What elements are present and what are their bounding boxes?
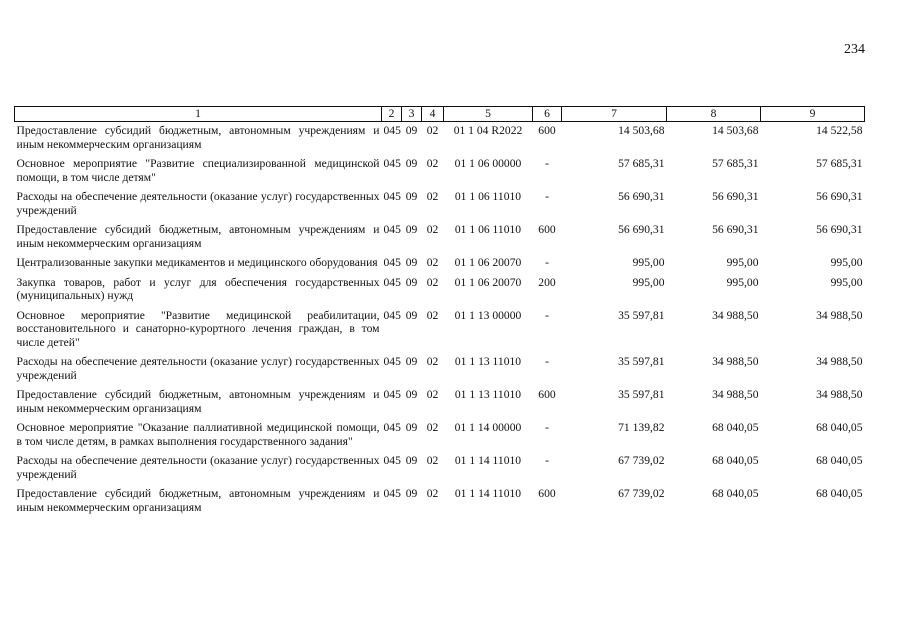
header-col-5: 5 (444, 107, 533, 122)
section-code: 09 (405, 190, 418, 203)
ministry-code: 045 (383, 388, 401, 401)
item-name: Основное мероприятие "Развитие специализированной медицинской помощи, в том числе детям" (16, 157, 380, 184)
amount-col-8: 34 988,50 (712, 308, 759, 322)
amount-col-9: 34 988,50 (816, 308, 863, 322)
target-article-code: 01 1 14 11010 (454, 454, 522, 467)
target-article-code: 01 1 06 11010 (454, 223, 522, 236)
amount-col-9: 14 522,58 (816, 124, 863, 137)
amount-col-7: 995,00 (632, 256, 665, 269)
amount-col-7: 67 739,02 (618, 454, 665, 467)
page-number: 234 (844, 42, 865, 57)
section-code: 09 (405, 275, 418, 289)
section-code: 09 (405, 124, 418, 137)
subsection-code: 02 (426, 190, 439, 203)
amount-col-7: 56 690,31 (618, 223, 665, 236)
header-col-1: 1 (15, 107, 382, 122)
table-row (15, 122, 865, 156)
subsection-code: 02 (426, 157, 439, 170)
expense-type-code: 200 (538, 275, 556, 289)
table-row (15, 221, 865, 254)
ministry-code: 045 (383, 355, 401, 368)
amount-col-9: 68 040,05 (816, 487, 863, 500)
target-article-code: 01 1 13 00000 (454, 308, 522, 322)
target-article-code: 01 1 06 20070 (454, 256, 522, 269)
section-code: 09 (405, 256, 418, 269)
section-code: 09 (405, 388, 418, 401)
table-body (15, 122, 865, 519)
amount-col-8: 56 690,31 (712, 223, 759, 236)
subsection-code: 02 (426, 355, 439, 368)
amount-col-8: 995,00 (726, 275, 759, 289)
subsection-code: 02 (426, 308, 439, 322)
amount-col-8: 68 040,05 (712, 487, 759, 500)
item-name: Расходы на обеспечение деятельности (оказание услуг) государственных учреждений (16, 355, 380, 382)
amount-col-9: 57 685,31 (816, 157, 863, 170)
header-col-8: 8 (667, 107, 761, 122)
amount-col-8: 57 685,31 (712, 157, 759, 170)
section-code: 09 (405, 308, 418, 322)
target-article-code: 01 1 14 11010 (454, 487, 522, 500)
subsection-code: 02 (426, 421, 439, 434)
section-code: 09 (405, 355, 418, 368)
expense-type-code: 600 (538, 388, 556, 401)
table-row (15, 419, 865, 452)
amount-col-7: 57 685,31 (618, 157, 665, 170)
header-row (15, 107, 865, 122)
table-row (15, 274, 865, 307)
section-code: 09 (405, 157, 418, 170)
table-row (15, 307, 865, 354)
amount-col-9: 995,00 (830, 275, 863, 289)
table-row (15, 353, 865, 386)
table-row (15, 155, 865, 188)
ministry-code: 045 (383, 157, 401, 170)
expense-type-code: - (545, 355, 549, 368)
amount-col-7: 71 139,82 (618, 421, 665, 434)
table-row (15, 254, 865, 274)
amount-col-7: 35 597,81 (618, 388, 665, 401)
item-name: Предоставление субсидий бюджетным, автономным учреждениям и иным некоммерческим организациям (16, 223, 380, 250)
amount-col-8: 34 988,50 (712, 388, 759, 401)
amount-col-7: 995,00 (632, 275, 665, 289)
ministry-code: 045 (383, 223, 401, 236)
ministry-code: 045 (383, 308, 401, 322)
table-row (15, 386, 865, 419)
amount-col-9: 56 690,31 (816, 223, 863, 236)
amount-col-7: 14 503,68 (618, 124, 665, 137)
expense-type-code: - (545, 190, 549, 203)
target-article-code: 01 1 06 20070 (454, 275, 522, 289)
item-name: Предоставление субсидий бюджетным, автономным учреждениям и иным некоммерческим организациям (16, 487, 380, 514)
ministry-code: 045 (383, 190, 401, 203)
section-code: 09 (405, 421, 418, 434)
expense-type-code: - (545, 454, 549, 467)
item-name: Предоставление субсидий бюджетным, автономным учреждениям и иным некоммерческим организациям (16, 124, 380, 151)
item-name: Расходы на обеспечение деятельности (оказание услуг) государственных учреждений (16, 454, 380, 481)
amount-col-8: 68 040,05 (712, 454, 759, 467)
table-row (15, 452, 865, 485)
amount-col-9: 56 690,31 (816, 190, 863, 203)
item-name: Предоставление субсидий бюджетным, автономным учреждениям и иным некоммерческим организациям (16, 388, 380, 415)
target-article-code: 01 1 13 11010 (454, 355, 522, 368)
target-article-code: 01 1 06 11010 (454, 190, 522, 203)
expense-type-code: 600 (538, 223, 556, 236)
table-row (15, 188, 865, 221)
amount-col-7: 67 739,02 (618, 487, 665, 500)
amount-col-8: 34 988,50 (712, 355, 759, 368)
subsection-code: 02 (426, 388, 439, 401)
subsection-code: 02 (426, 275, 439, 289)
ministry-code: 045 (383, 421, 401, 434)
ministry-code: 045 (383, 275, 401, 289)
header-col-6: 6 (533, 107, 562, 122)
budget-table (14, 106, 865, 518)
target-article-code: 01 1 06 00000 (454, 157, 522, 170)
expense-type-code: - (545, 256, 549, 269)
header-col-2: 2 (382, 107, 402, 122)
expense-type-code: - (545, 421, 549, 434)
amount-col-7: 35 597,81 (618, 308, 665, 322)
amount-col-9: 68 040,05 (816, 421, 863, 434)
header-col-4: 4 (422, 107, 444, 122)
subsection-code: 02 (426, 124, 439, 137)
amount-col-7: 56 690,31 (618, 190, 665, 203)
section-code: 09 (405, 454, 418, 467)
section-code: 09 (405, 223, 418, 236)
target-article-code: 01 1 14 00000 (454, 421, 522, 434)
amount-col-9: 34 988,50 (816, 355, 863, 368)
expense-type-code: 600 (538, 487, 556, 500)
item-name: Основное мероприятие "Развитие медицинской реабилитации, восстановительного и санаторно-курортного лечения граждан, в том числе детей" (16, 308, 380, 349)
item-name: Централизованные закупки медикаментов и медицинского оборудования (16, 256, 378, 269)
amount-col-8: 995,00 (726, 256, 759, 269)
amount-col-8: 14 503,68 (712, 124, 759, 137)
item-name: Закупка товаров, работ и услуг для обеспечения государственных (муниципальных) нужд (16, 275, 380, 302)
target-article-code: 01 1 04 R2022 (453, 124, 523, 137)
header-col-9: 9 (761, 107, 865, 122)
ministry-code: 045 (383, 454, 401, 467)
header-col-3: 3 (402, 107, 422, 122)
subsection-code: 02 (426, 487, 439, 500)
expense-type-code: - (545, 157, 549, 170)
amount-col-7: 35 597,81 (618, 355, 665, 368)
item-name: Расходы на обеспечение деятельности (оказание услуг) государственных учреждений (16, 190, 380, 217)
expense-type-code: 600 (538, 124, 556, 137)
table-row (15, 485, 865, 518)
item-name: Основное мероприятие "Оказание паллиативной медицинской помощи, в том числе детям, в рамках выполнения государственного задания" (16, 421, 380, 448)
amount-col-8: 56 690,31 (712, 190, 759, 203)
amount-col-9: 995,00 (830, 256, 863, 269)
ministry-code: 045 (383, 487, 401, 500)
section-code: 09 (405, 487, 418, 500)
target-article-code: 01 1 13 11010 (454, 388, 522, 401)
expense-type-code: - (545, 308, 549, 322)
amount-col-9: 68 040,05 (816, 454, 863, 467)
subsection-code: 02 (426, 454, 439, 467)
header-col-7: 7 (562, 107, 667, 122)
amount-col-8: 68 040,05 (712, 421, 759, 434)
ministry-code: 045 (383, 256, 401, 269)
subsection-code: 02 (426, 223, 439, 236)
subsection-code: 02 (426, 256, 439, 269)
ministry-code: 045 (383, 124, 401, 137)
amount-col-9: 34 988,50 (816, 388, 863, 401)
